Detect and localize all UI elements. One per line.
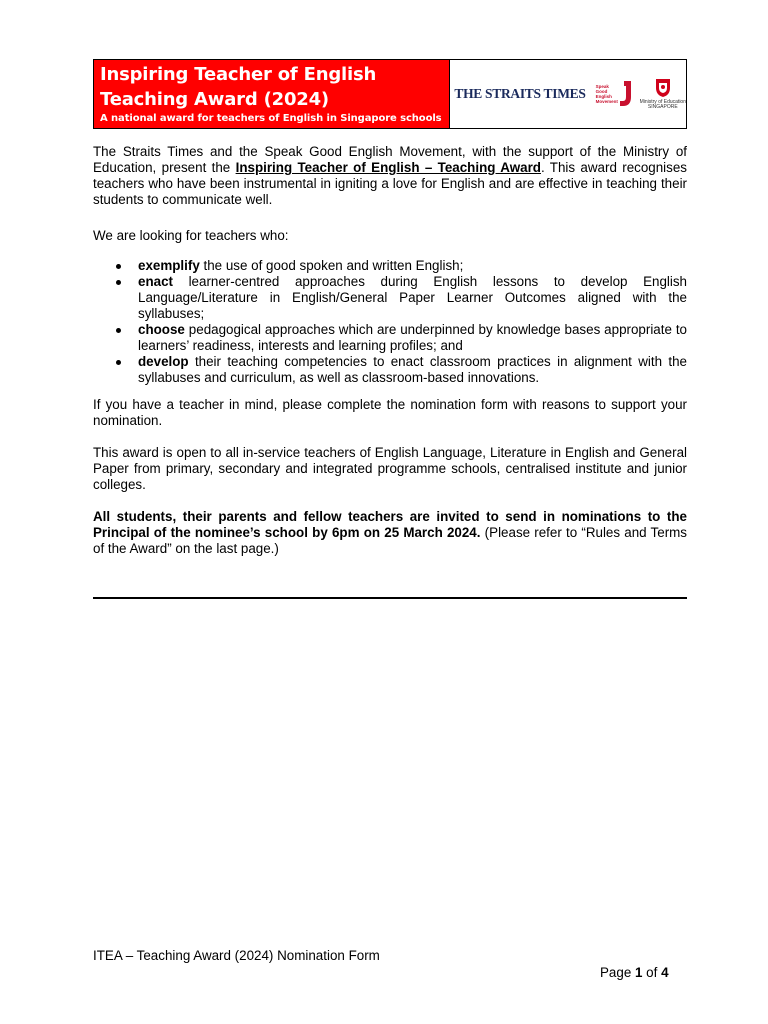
- intro-text-after: . This award recognises teachers who have been instrumental in igniting a love for English and are effective in teaching their students to communicate well.: [93, 160, 687, 207]
- bullet-icon: [116, 264, 121, 269]
- award-title-line1: Inspiring Teacher of English: [100, 64, 377, 85]
- page-number: [600, 965, 669, 981]
- criteria-keyword: exemplify: [138, 258, 200, 273]
- list-item: [93, 258, 687, 274]
- list-item: [93, 354, 687, 386]
- sgem-logo-text: Speak Good English Movement: [595, 84, 618, 104]
- criteria-keyword: develop: [138, 354, 189, 369]
- sgem-mark-icon: [618, 81, 632, 107]
- criteria-text: the use of good spoken and written English;: [199, 258, 464, 273]
- deadline-bold-text: All students, their parents and fellow teachers are invited to send in nominations to the Principal of the nominee’s school by 6pm on 25 March 2024.: [93, 509, 687, 540]
- page-of: of: [642, 965, 662, 980]
- criteria-keyword: enact: [138, 274, 173, 289]
- deadline-note: (Please refer to “Rules and Terms of the Award” on the last page.): [93, 525, 688, 556]
- criteria-keyword: choose: [138, 322, 185, 337]
- list-item: [93, 322, 687, 354]
- moe-logo-text: Ministry of Education SINGAPORE: [639, 99, 686, 110]
- award-subtitle: A national award for teachers of English in Singapore schools: [100, 113, 442, 124]
- award-header: [93, 59, 687, 129]
- page-total: 4: [661, 965, 669, 980]
- nominate-paragraph: If you have a teacher in mind, please complete the nomination form with reasons to support your nomination.: [93, 397, 687, 428]
- criteria-text: their teaching competencies to enact classroom practices in alignment with the syllabuses and curriculum, as well as classroom-based innovations.: [138, 354, 687, 385]
- bullet-icon: [116, 280, 121, 285]
- award-title-line2: Teaching Award (2024): [100, 89, 329, 110]
- criteria-text: pedagogical approaches which are underpinned by knowledge bases appropriate to learners’ readiness, interests and learning profiles; and: [138, 322, 687, 353]
- footer-form-title: ITEA – Teaching Award (2024) Nomination Form: [93, 948, 380, 963]
- bullet-icon: [116, 328, 121, 333]
- page-prefix: Page: [600, 965, 635, 980]
- award-banner: [94, 60, 450, 128]
- sponsor-logos: [450, 60, 686, 128]
- eligibility-paragraph: This award is open to all in-service teachers of English Language, Literature in English and General Paper from primary, secondary and integrated programme schools, centralised institute and junior colleges.: [93, 445, 687, 492]
- criteria-text: learner-centred approaches during English lessons to develop English Language/Literature in English/General Paper Learner Outcomes aligned with the syllabuses;: [138, 274, 687, 321]
- section-divider: [93, 597, 687, 599]
- bullet-icon: [116, 360, 121, 365]
- intro-paragraph: [93, 144, 687, 208]
- moe-crest-icon: [654, 78, 672, 98]
- award-name-link: Inspiring Teacher of English – Teaching Award: [235, 160, 541, 175]
- page-current: 1: [635, 965, 643, 980]
- moe-logo: [640, 78, 686, 110]
- criteria-list: [93, 258, 687, 386]
- straits-times-logo: THE STRAITS TIMES: [454, 86, 586, 101]
- looking-for-heading: We are looking for teachers who:: [93, 228, 289, 243]
- deadline-paragraph: [93, 509, 687, 557]
- list-item: [93, 274, 687, 322]
- intro-text-before: The Straits Times and the Speak Good English Movement, with the support of the Ministry of Education, present the: [93, 144, 687, 175]
- sgem-logo: [596, 81, 632, 107]
